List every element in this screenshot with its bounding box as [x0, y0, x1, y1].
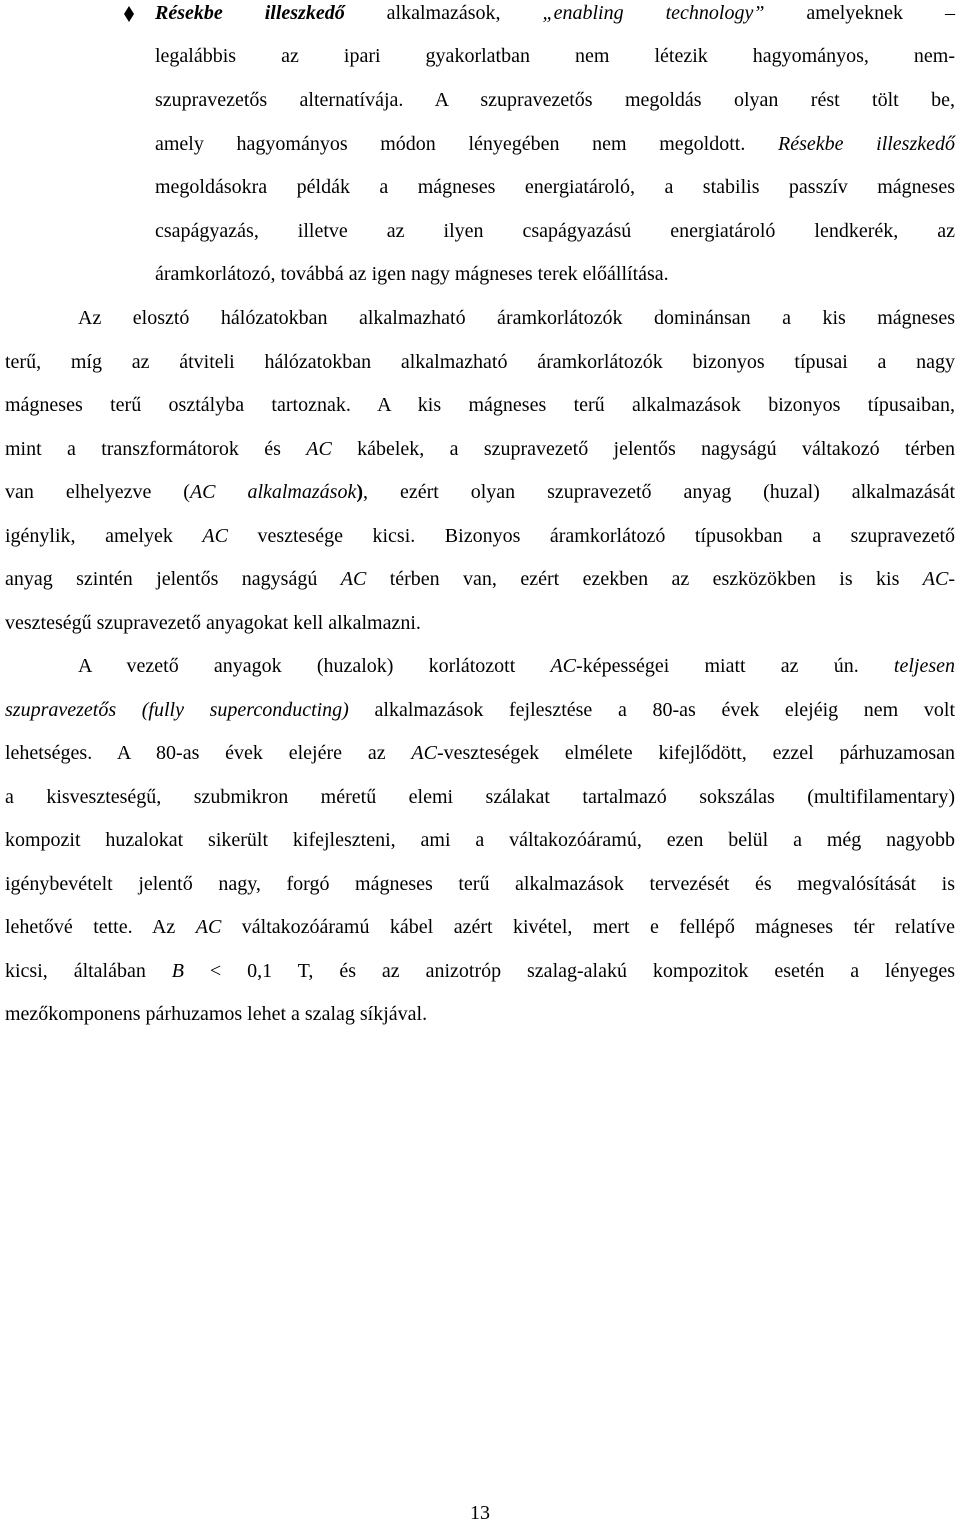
bullet-line-3: szupravezetős alternatívája. A szupravezetős megoldás olyan rést tölt be, — [155, 89, 955, 111]
para2-line-2: szupravezetős (fully superconducting) alkalmazások fejlesztése a 80-as évek elejéig nem volt — [5, 699, 956, 721]
bullet-line-4: amely hagyományos módon lényegében nem megoldott. Résekbe illeszkedő — [155, 133, 956, 155]
para2-line-9: mezőkomponens párhuzamos lehet a szalag síkjával. — [5, 1003, 428, 1025]
bullet-line-6: csapágyazás, illetve az ilyen csapágyazású energiatároló lendkerék, az — [155, 220, 955, 242]
term-resekbe-illeszkedo-2: Résekbe illeszkedő — [777, 133, 956, 155]
term-enabling-technology: „enabling technology” — [542, 2, 765, 24]
page-number: 13 — [470, 1502, 490, 1524]
para2-line-6: igénybevételt jelentő nagy, forgó mágneses terű alkalmazások tervezését és megvalósítását is — [5, 873, 955, 895]
para2-line-3: lehetséges. A 80-as évek elejére az AC-veszteségek elmélete kifejlődött, ezzel párhuzamosan — [5, 742, 955, 764]
bullet-line-2: legalábbis az ipari gyakorlatban nem létezik hagyományos, nem- — [155, 45, 955, 67]
para1-line-2: terű, míg az átviteli hálózatokban alkalmazható áramkorlátozók bizonyos típusai a nagy — [5, 351, 955, 373]
term-resekbe-illeszkedo: Résekbe illeszkedő — [155, 2, 345, 24]
para2-line-8: kicsi, általában B < 0,1 T, és az anizotróp szalag-alakú kompozitok esetén a lényeges — [5, 960, 956, 982]
diamond-bullet-icon — [123, 2, 135, 26]
para2-line-4: a kisveszteségű, szubmikron méretű elemi szálakat tartalmazó sokszálas (multifilamentary) — [5, 786, 955, 808]
para2-line-7: lehetővé tette. Az AC váltakozóáramú kábel azért kivétel, mert e fellépő mágneses tér relatíve — [5, 916, 955, 938]
bullet-line-1: Résekbe illeszkedő alkalmazások, „enabling technology” amelyeknek – — [155, 2, 956, 24]
para2-line-5: kompozit huzalokat sikerült kifejleszteni, ami a váltakozóáramú, ezen belül a még nagyobb — [5, 829, 955, 851]
para1-line-8: veszteségű szupravezető anyagokat kell alkalmazni. — [5, 612, 421, 634]
para1-line-1: Az elosztó hálózatokban alkalmazható áramkorlátozók dominánsan a kis mágneses — [78, 307, 955, 329]
para1-line-4: mint a transzformátorok és AC kábelek, a szupravezető jelentős nagyságú váltakozó térben — [5, 438, 955, 460]
para2-line-1: A vezető anyagok (huzalok) korlátozott AC-képességei miatt az ún. teljesen — [78, 655, 955, 677]
para1-line-3: mágneses terű osztályba tartoznak. A kis mágneses terű alkalmazások bizonyos típusaiban, — [5, 394, 955, 416]
para1-line-5: van elhelyezve (AC alkalmazások), ezért olyan szupravezető anyag (huzal) alkalmazását — [5, 481, 955, 503]
bullet-line-5: megoldásokra példák a mágneses energiatároló, a stabilis passzív mágneses — [155, 176, 955, 198]
para1-line-6: igénylik, amelyek AC vesztesége kicsi. Bizonyos áramkorlátozó típusokban a szupravezető — [5, 525, 955, 547]
para1-line-7: anyag szintén jelentős nagyságú AC térben van, ezért ezekben az eszközökben is kis AC- — [5, 568, 955, 590]
bullet-line-7: áramkorlátozó, továbbá az igen nagy mágneses terek előállítása. — [155, 263, 669, 285]
